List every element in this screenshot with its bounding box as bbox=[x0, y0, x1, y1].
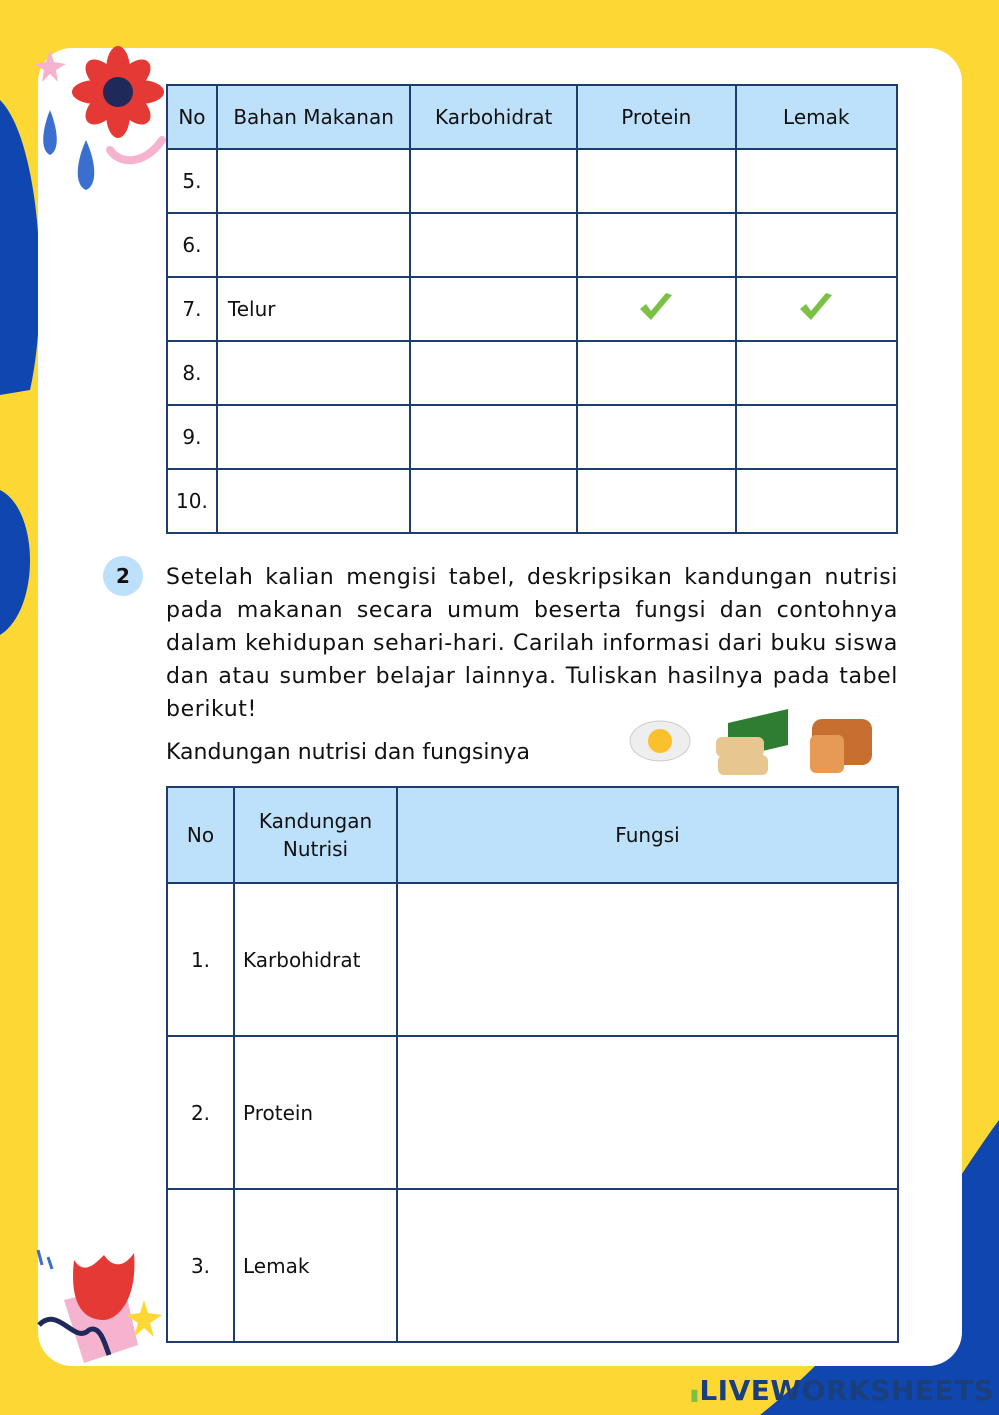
function-cell[interactable] bbox=[397, 1036, 898, 1189]
karbohidrat-cell[interactable] bbox=[410, 277, 577, 341]
nutrient-name-cell: Protein bbox=[234, 1036, 397, 1189]
blue-blob-left-mid bbox=[0, 490, 40, 640]
nutrient-name-cell: Karbohidrat bbox=[234, 883, 397, 1036]
lemak-cell[interactable] bbox=[736, 341, 897, 405]
table-row bbox=[167, 469, 897, 533]
food-name-cell[interactable] bbox=[217, 469, 410, 533]
row-number[interactable]: 10. bbox=[167, 469, 217, 533]
row-number[interactable]: 8. bbox=[167, 341, 217, 405]
protein-cell[interactable] bbox=[577, 341, 735, 405]
protein-cell[interactable] bbox=[577, 405, 735, 469]
karbohidrat-cell[interactable] bbox=[410, 149, 577, 213]
header-bahan-makanan: Bahan Makanan bbox=[217, 85, 410, 149]
table-row bbox=[167, 883, 898, 1036]
food-name-cell[interactable] bbox=[217, 213, 410, 277]
nutrient-name-cell: Lemak bbox=[234, 1189, 397, 1342]
food-nutrient-table bbox=[166, 84, 898, 534]
protein-cell[interactable] bbox=[577, 149, 735, 213]
table-row bbox=[167, 213, 897, 277]
header-kandungan-nutrisi: Kandungan Nutrisi bbox=[234, 787, 397, 883]
table-row bbox=[167, 405, 897, 469]
header-no: No bbox=[167, 85, 217, 149]
header-lemak: Lemak bbox=[736, 85, 897, 149]
watermark: ▮LIVEWORKSHEETS bbox=[690, 1374, 995, 1407]
checkmark-icon bbox=[798, 291, 834, 323]
lemak-cell[interactable] bbox=[736, 469, 897, 533]
table-header-row bbox=[167, 787, 898, 883]
header-no: No bbox=[167, 787, 234, 883]
food-name-cell[interactable] bbox=[217, 405, 410, 469]
table-header-row bbox=[167, 85, 897, 149]
function-cell[interactable] bbox=[397, 883, 898, 1036]
row-number[interactable]: 6. bbox=[167, 213, 217, 277]
row-number: 3. bbox=[167, 1189, 234, 1342]
food-name-cell[interactable] bbox=[217, 149, 410, 213]
food-name-cell[interactable]: Telur bbox=[217, 277, 410, 341]
header-karbohidrat: Karbohidrat bbox=[410, 85, 577, 149]
table-row bbox=[167, 277, 897, 341]
header-protein: Protein bbox=[577, 85, 735, 149]
food-name-cell[interactable] bbox=[217, 341, 410, 405]
table-caption: Kandungan nutrisi dan fungsinya bbox=[166, 740, 530, 765]
table-row bbox=[167, 341, 897, 405]
nutrient-function-table bbox=[166, 786, 899, 1343]
lemak-cell[interactable] bbox=[736, 149, 897, 213]
table-row bbox=[167, 1036, 898, 1189]
function-cell[interactable] bbox=[397, 1189, 898, 1342]
table-row bbox=[167, 149, 897, 213]
karbohidrat-cell[interactable] bbox=[410, 213, 577, 277]
row-number: 1. bbox=[167, 883, 234, 1036]
protein-cell[interactable] bbox=[577, 469, 735, 533]
table-row bbox=[167, 1189, 898, 1342]
flower-decoration-icon bbox=[30, 40, 170, 200]
question-number-badge: 2 bbox=[103, 556, 143, 596]
checkmark-icon bbox=[638, 291, 674, 323]
row-number[interactable]: 9. bbox=[167, 405, 217, 469]
karbohidrat-cell[interactable] bbox=[410, 341, 577, 405]
row-number[interactable]: 7. bbox=[167, 277, 217, 341]
protein-cell[interactable] bbox=[577, 277, 735, 341]
header-fungsi: Fungsi bbox=[397, 787, 898, 883]
row-number[interactable]: 5. bbox=[167, 149, 217, 213]
karbohidrat-cell[interactable] bbox=[410, 405, 577, 469]
lemak-cell[interactable] bbox=[736, 405, 897, 469]
row-number: 2. bbox=[167, 1036, 234, 1189]
protein-cell[interactable] bbox=[577, 213, 735, 277]
lemak-cell[interactable] bbox=[736, 277, 897, 341]
tulip-decoration-icon bbox=[34, 1245, 174, 1370]
karbohidrat-cell[interactable] bbox=[410, 469, 577, 533]
lemak-cell[interactable] bbox=[736, 213, 897, 277]
question-text: Setelah kalian mengisi tabel, deskripsikan kandungan nutrisi pada makanan secara umum beserta fungsi dan contohnya dalam kehidupan sehari-hari. Carilah informasi dari buku siswa dan atau sumber belajar lainnya. Tuliskan hasilnya pada tabel berikut! bbox=[166, 565, 898, 722]
